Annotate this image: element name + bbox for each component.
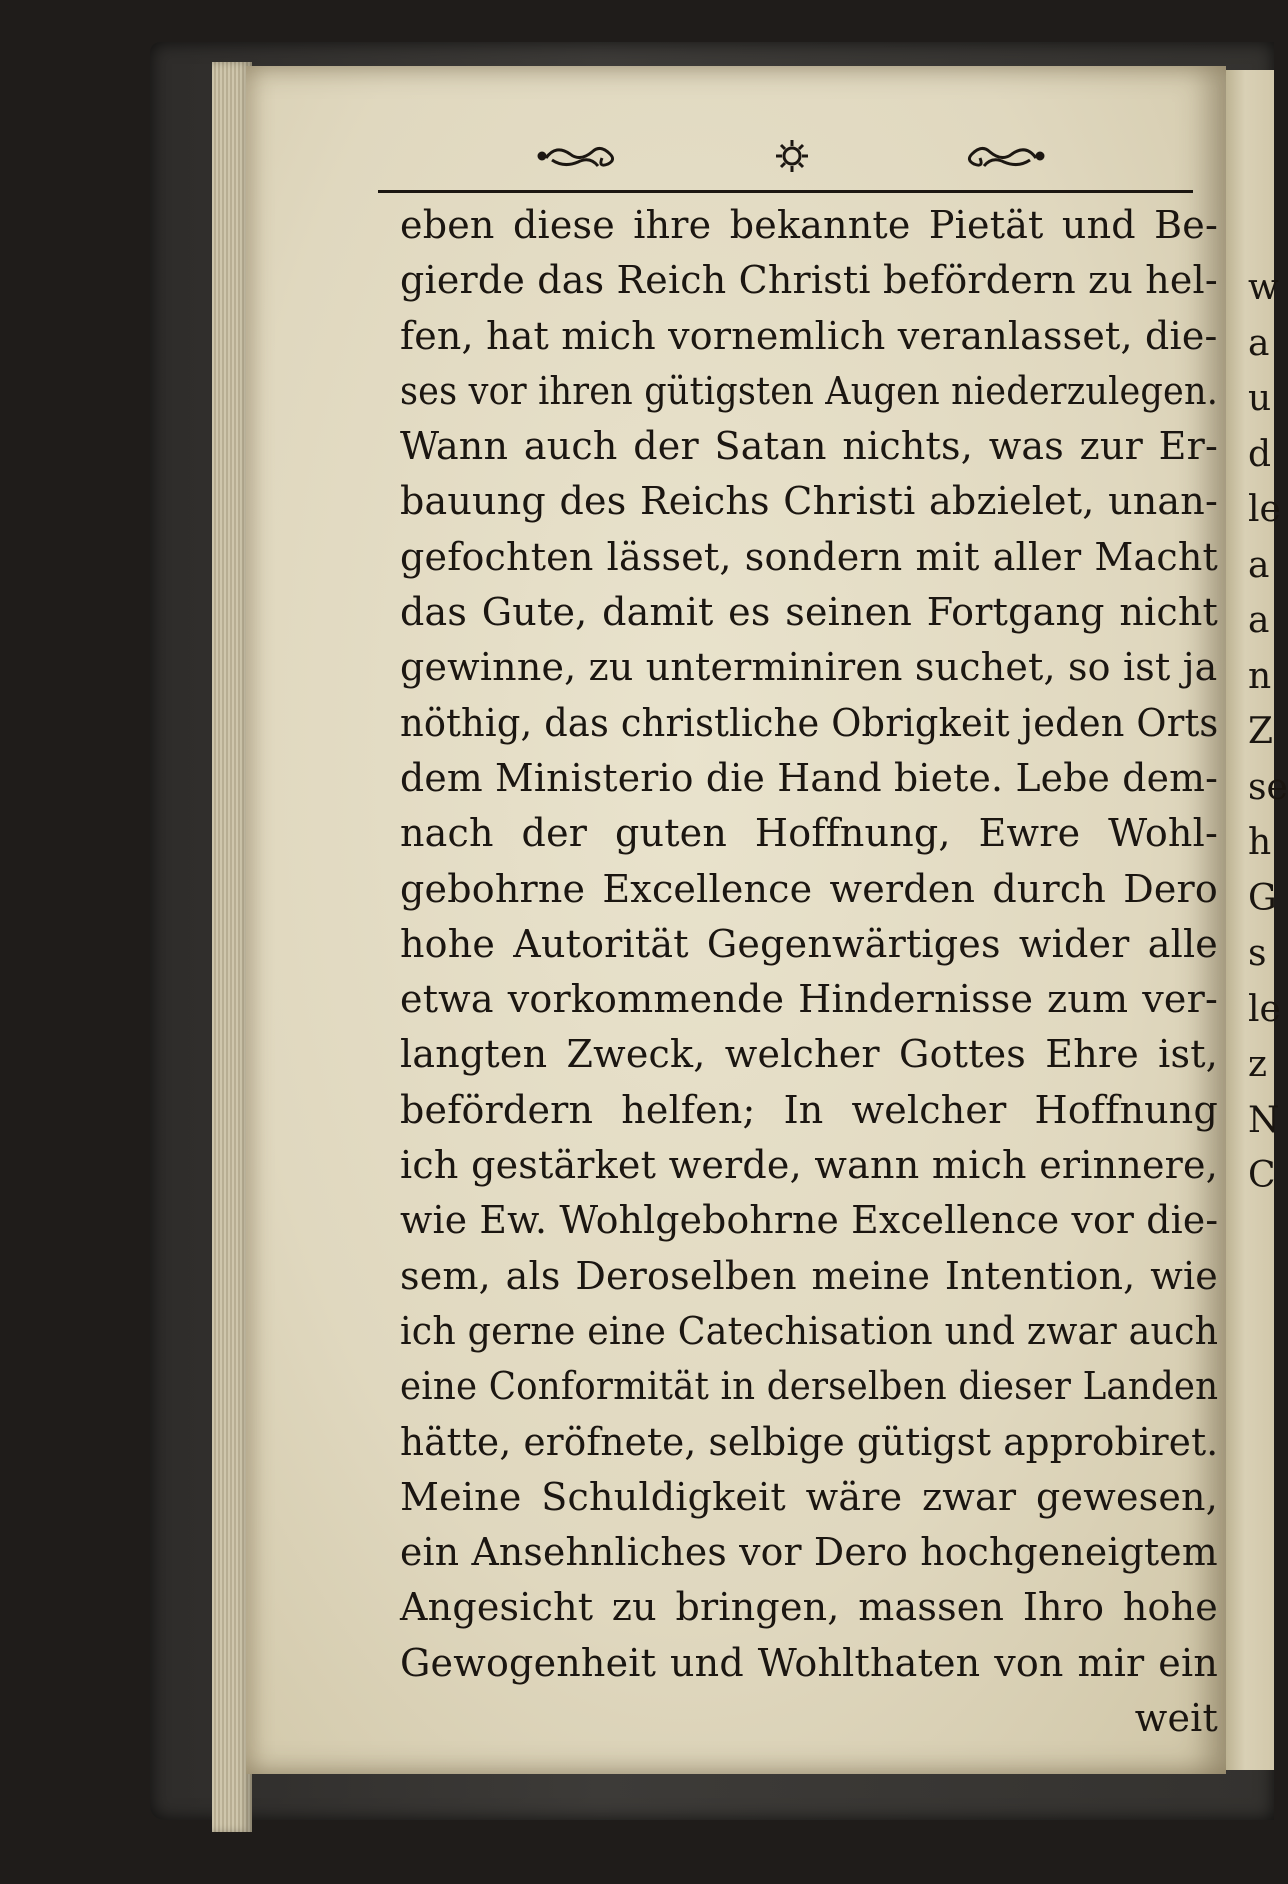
text-line: dem Ministerio die Hand biete. Lebe dem-	[400, 755, 1219, 800]
text-line: befördern helfen; In welcher Hoffnung	[400, 1087, 1218, 1132]
scroll-flourish-icon	[969, 148, 1043, 166]
text-line: eben diese ihre bekannte Pietät und Be-	[400, 203, 1218, 247]
facing-page-fragment: a	[1248, 600, 1270, 641]
text-line: ich gerne eine Catechisation und zwar auch	[400, 1308, 1219, 1353]
text-line: Meine Schuldigkeit wäre zwar gewesen,	[400, 1474, 1218, 1519]
text-line: gewinne, zu unterminiren suchet, so ist ja	[400, 645, 1218, 690]
text-line: wie Ew. Wohlgebohrne Excellence vor die-	[400, 1198, 1219, 1243]
page-text	[400, 198, 1219, 1741]
facing-page-fragment: u	[1248, 378, 1272, 419]
text-line: hätte, eröfnete, selbige gütigst approbiret.	[400, 1419, 1219, 1464]
text-line: eine Conformität in derselben dieser Landen	[400, 1364, 1219, 1409]
facing-page-fragment: le	[1248, 988, 1281, 1030]
text-line: das Gute, damit es seinen Fortgang nicht	[400, 590, 1218, 635]
text-line: langten Zweck, welcher Gottes Ehre ist,	[400, 1032, 1218, 1077]
facing-page-fragment: le	[1248, 489, 1281, 530]
scroll-flourish-icon	[539, 148, 613, 166]
facing-page-fragment: a	[1248, 544, 1270, 586]
facing-page-edge	[1226, 70, 1288, 1770]
text-line: etwa vorkommende Hindernisse zum ver-	[400, 977, 1218, 1022]
text-line: gebohrne Excellence werden durch Dero	[400, 866, 1218, 911]
text-line: hohe Autorität Gegenwärtiges wider alle	[400, 921, 1218, 966]
facing-page-fragment: se	[1248, 766, 1288, 808]
facing-page-fragment: Z	[1248, 711, 1274, 752]
sun-star-icon	[776, 140, 808, 172]
facing-page-fragment: h	[1248, 822, 1272, 863]
text-line: ich gestärket werde, wann mich erinnere,	[400, 1143, 1218, 1188]
text-line: Angesicht zu bringen, massen Ihro hohe	[400, 1585, 1218, 1630]
facing-page-fragment: a	[1248, 322, 1270, 364]
text-line: ses vor ihren gütigsten Augen niederzulegen.	[400, 368, 1219, 413]
text-line: sem, als Deroselben meine Intention, wie	[400, 1253, 1218, 1298]
text-line: fen, hat mich vornemlich veranlasset, die-	[400, 313, 1218, 358]
facing-page-fragments	[1248, 260, 1288, 1204]
facing-page-fragment: G	[1248, 877, 1277, 919]
header-rule	[378, 190, 1193, 193]
text-line: gierde das Reich Christi befördern zu hel-	[400, 258, 1218, 303]
text-line: ein Ansehnliches vor Dero hochgeneigtem	[400, 1530, 1218, 1575]
text-line: Gewogenheit und Wohlthaten von mir ein	[400, 1640, 1218, 1685]
text-line: nöthig, das christliche Obrigkeit jeden Orts	[400, 700, 1219, 745]
facing-page-fragment: z	[1248, 1044, 1267, 1085]
text-line: bauung des Reichs Christi abzielet, unan-	[400, 479, 1218, 524]
facing-page-fragment: w	[1248, 267, 1279, 308]
facing-page-fragment: N	[1248, 1099, 1280, 1141]
facing-page-fragment: s	[1248, 933, 1267, 974]
text-line: Wann auch der Satan nichts, was zur Er-	[400, 424, 1218, 469]
text-line: nach der guten Hoffnung, Ewre Wohl-	[400, 811, 1218, 856]
text-line: weit	[1134, 1696, 1218, 1741]
header-ornament	[376, 138, 1196, 174]
facing-page-fragment: n	[1248, 655, 1272, 697]
text-line: gefochten lässet, sondern mit aller Macht	[400, 534, 1218, 579]
facing-page-fragment: C	[1248, 1155, 1276, 1196]
facing-page-fragment: d	[1248, 433, 1272, 475]
